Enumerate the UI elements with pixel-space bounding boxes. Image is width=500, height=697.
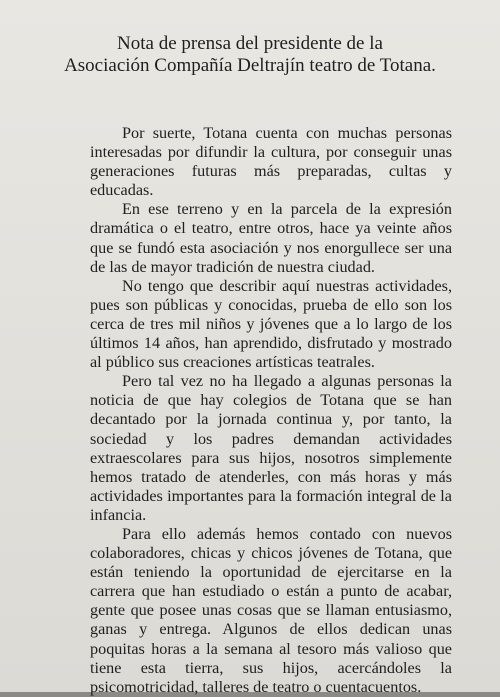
paragraph: Pero tal vez no ha llegado a algunas personas la noticia de que hay colegios de Totana que se han decantado por la jornada continua y, por tanto, la sociedad y los padres demandan actividades extraescolares para sus hijos, nosotros simplemente hemos tratado de atenderles, con más horas y más actividades importantes para la formación integral de la infancia. xyxy=(90,372,452,524)
title-line: Nota de prensa del presidente de la xyxy=(117,33,383,54)
paragraph: En ese terreno y en la parcela de la expresión dramática o el teatro, entre otros, hace ya veinte años que se fundó esta asociación y nos enorgullece ser una de las de mayor tradición de nuestra ciudad. xyxy=(90,200,452,276)
document-body xyxy=(90,124,452,697)
paragraph: No tengo que describir aquí nuestras actividades, pues son públicas y conocidas, prueba de ello son los cerca de tres mil niños y jóvenes que a lo largo de los últimos 14 años, han aprendido, disfrutado y mostrado al público sus creaciones artísticas teatrales. xyxy=(90,276,452,372)
title-line: Asociación Compañía Deltrajín teatro de Totana. xyxy=(64,55,436,76)
paragraph: Para ello además hemos contado con nuevos colaboradores, chicas y chicos jóvenes de Totana, que están teniendo la oportunidad de ejercitarse en la carrera que han estudiado o están a punto de acabar, gente que posee unas cosas que se llaman entusiasmo, ganas y entrega. Algunos de ellos dedican unas poquitas horas a la semana al tesoro más valioso que tiene esta tierra, sus hijos, acercándoles la psicomotricidad, talleres de teatro o cuentacuentos. xyxy=(90,524,452,696)
paragraph: Por suerte, Totana cuenta con muchas personas interesadas por difundir la cultura, por conseguir unas generaciones futuras más preparadas, cultas y educadas. xyxy=(90,124,452,200)
document-title xyxy=(0,33,500,77)
